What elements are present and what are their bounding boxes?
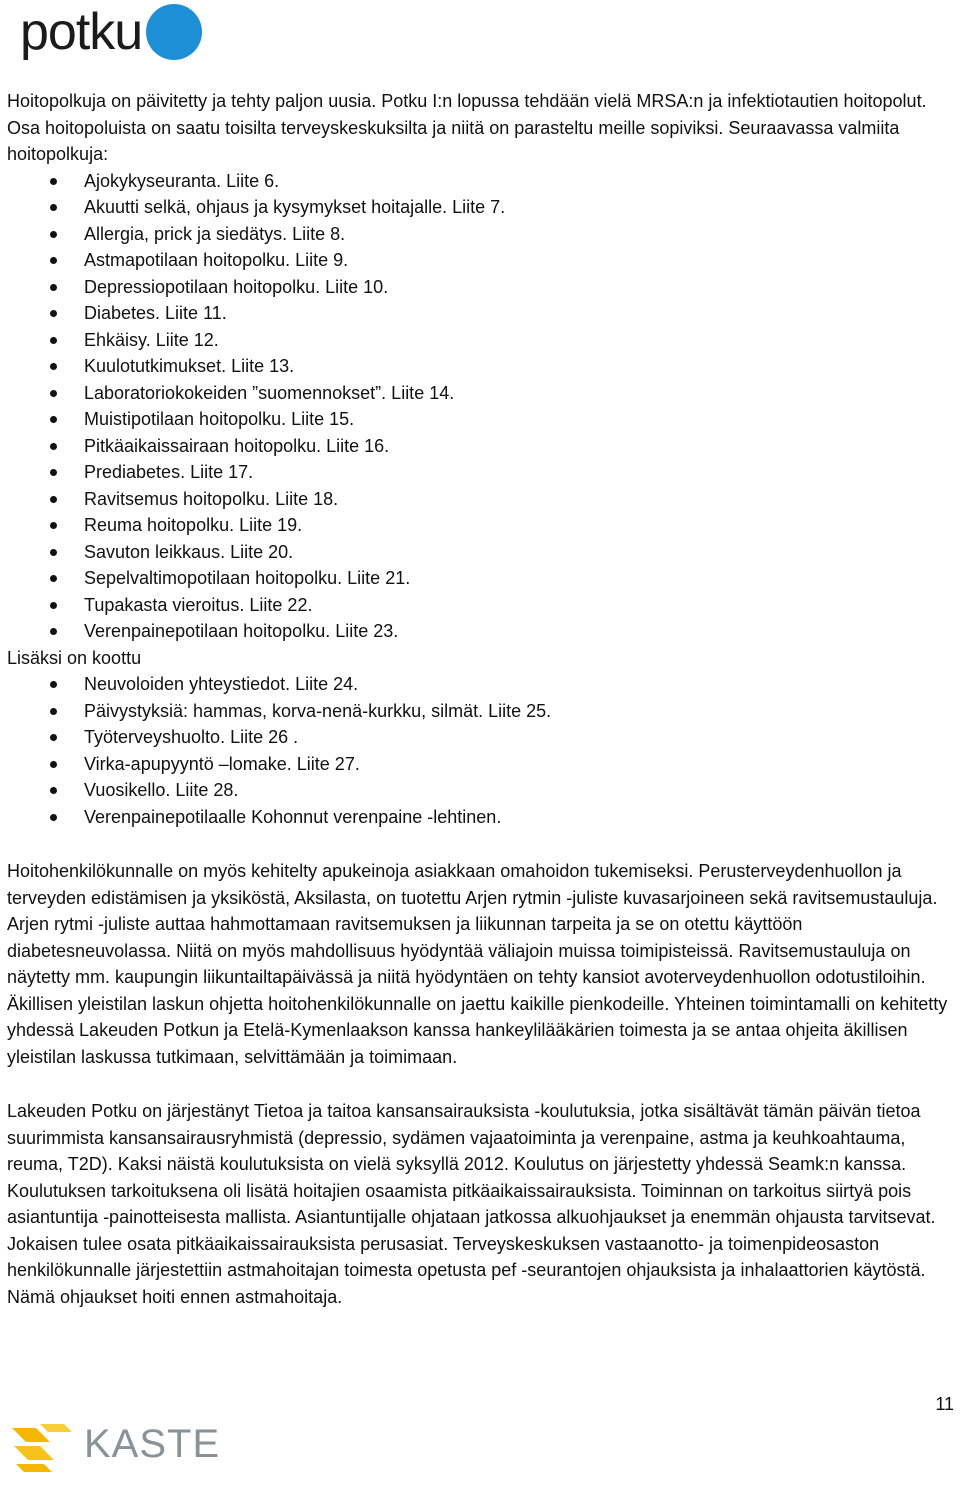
bullet-icon [50, 390, 57, 397]
bullet-icon [50, 337, 57, 344]
care-path-item-text: Verenpainepotilaan hoitopolku. Liite 23. [84, 621, 399, 641]
bullet-icon [50, 231, 57, 238]
additional-item-text: Työterveyshuolto. Liite 26 . [84, 727, 299, 747]
additional-heading: Lisäksi on koottu [7, 647, 142, 668]
additional-item-text: Päivystyksiä: hammas, korva-nenä-kurkku, silmät. Liite 25. [84, 700, 552, 721]
care-path-item-text: Ravitsemus hoitopolku. Liite 18. [84, 488, 339, 509]
document-body [7, 88, 957, 1310]
care-path-item [7, 433, 957, 460]
care-path-item-text: Pitkäaikaissairaan hoitopolku. Liite 16. [84, 435, 390, 456]
bullet-icon [50, 734, 57, 741]
bullet-icon [50, 363, 57, 370]
care-path-item [7, 459, 957, 486]
care-path-item-text: Akuutti selkä, ohjaus ja kysymykset hoitajalle. Liite 7. [84, 197, 506, 217]
additional-item-text: Neuvoloiden yhteystiedot. Liite 24. [84, 674, 359, 694]
bullet-icon [50, 204, 57, 211]
bullet-icon [50, 575, 57, 582]
care-path-item [7, 565, 957, 592]
care-path-item-text: Reuma hoitopolku. Liite 19. [84, 515, 303, 535]
care-path-item-text: Savuton leikkaus. Liite 20. [84, 541, 294, 562]
care-path-item [7, 592, 957, 619]
care-path-item [7, 406, 957, 433]
care-path-item [7, 618, 957, 645]
care-path-item [7, 486, 957, 513]
bullet-icon [50, 814, 57, 821]
care-path-item-text: Astmapotilaan hoitopolku. Liite 9. [84, 250, 349, 270]
additional-item [7, 777, 957, 804]
care-path-item-text: Prediabetes. Liite 17. [84, 462, 254, 482]
additional-item-text: Verenpainepotilaalle Kohonnut verenpaine -lehtinen. [84, 806, 502, 827]
additional-item [7, 671, 957, 698]
bullet-icon [50, 708, 57, 715]
bullet-icon [50, 310, 57, 317]
care-path-item-text: Tupakasta vieroitus. Liite 22. [84, 594, 313, 615]
bullet-icon [50, 522, 57, 529]
bullet-icon [50, 469, 57, 476]
additional-item [7, 751, 957, 778]
care-path-item [7, 168, 957, 195]
care-path-item-text: Ajokykyseuranta. Liite 6. [84, 170, 280, 191]
care-path-item [7, 274, 957, 301]
additional-item [7, 724, 957, 751]
bullet-icon [50, 284, 57, 291]
care-path-item-text: Ehkäisy. Liite 12. [84, 329, 219, 350]
care-path-item [7, 539, 957, 566]
bullet-icon [50, 628, 57, 635]
bullet-icon [50, 761, 57, 768]
care-path-item-text: Depressiopotilaan hoitopolku. Liite 10. [84, 276, 389, 297]
paragraph-omahoito: Hoitohenkilökunnalle on myös kehitelty apukeinoja asiakkaan omahoidon tukemiseksi. Perusterveydenhuollon ja terveyden edistämisen ja yksiköstä, Aksilasta, on tuotettu Arjen rytmin -juliste kuvasarjoineen sekä ravitsemustauluja. Arjen rytmi -juliste auttaa hahmottamaan ravitsemuksen ja liikunnan tarpeita ja se on otettu käyttöön diabetesneuvolassa. Niitä on myös mahdollisuus hyödyntää väliajoin muissa toimipisteissä. Ravitsemustauluja on näytetty mm. kaupungin liikuntailtapäivässä ja niitä hyödyntäen on tehty kansiot avoterveydenhuollon odotustiloihin. Äkillisen yleistilan laskun ohjetta hoitohenkilökunnalle on jaettu kaikille pienkodeille. Yhteinen toimintamalli on kehitetty yhdessä Lakeuden Potkun ja Etelä-Kymenlaakson kanssa hankeylilääkärien toimesta ja se antaa ohjeita äkillisen yleistilan laskussa tutkimaan, selvittämään ja toimimaan. [7, 861, 948, 1067]
care-path-item-text: Sepelvaltimopotilaan hoitopolku. Liite 21. [84, 568, 411, 588]
bullet-icon [50, 443, 57, 450]
care-path-item-text: Muistipotilaan hoitopolku. Liite 15. [84, 409, 355, 429]
bullet-icon [50, 602, 57, 609]
care-path-item [7, 380, 957, 407]
bullet-icon [50, 257, 57, 264]
bullet-icon [50, 681, 57, 688]
potku-logo [20, 0, 190, 66]
additional-list [7, 671, 957, 830]
care-path-item-text: Kuulotutkimukset. Liite 13. [84, 356, 295, 376]
bullet-icon [50, 178, 57, 185]
care-path-item [7, 247, 957, 274]
care-path-item [7, 512, 957, 539]
care-path-item-text: Allergia, prick ja siedätys. Liite 8. [84, 223, 346, 244]
bullet-icon [50, 787, 57, 794]
potku-logo-wordmark: potku [20, 3, 143, 61]
additional-item [7, 698, 957, 725]
kaste-logo-wordmark: KASTE [84, 1422, 221, 1466]
care-path-item-text: Laboratoriokokeiden ”suomennokset”. Liite 14. [84, 382, 455, 403]
additional-item [7, 804, 957, 831]
additional-item-text: Vuosikello. Liite 28. [84, 780, 239, 800]
spacer [7, 830, 957, 858]
bullet-icon [50, 496, 57, 503]
intro-paragraph: Hoitopolkuja on päivitetty ja tehty paljon uusia. Potku I:n lopussa tehdään vielä MRSA:n ja infektiotautien hoitopolut. Osa hoitopoluista on saatu toisilta terveyskeskuksilta ja niitä on parasteltu meille sopiviksi. Seuraavassa valmiita hoitopolkuja: [7, 91, 927, 164]
care-path-item [7, 300, 957, 327]
kaste-logo-emblem-icon [10, 1420, 76, 1474]
care-path-item [7, 327, 957, 354]
care-path-item [7, 221, 957, 248]
care-path-item [7, 353, 957, 380]
page-number: 11 [935, 1394, 954, 1414]
kaste-logo [10, 1418, 220, 1474]
potku-logo-orb-icon [146, 4, 202, 60]
bullet-icon [50, 416, 57, 423]
care-path-item [7, 194, 957, 221]
additional-item-text: Virka-apupyyntö –lomake. Liite 27. [84, 753, 360, 774]
care-path-list [7, 168, 957, 645]
paragraph-koulutus: Lakeuden Potku on järjestänyt Tietoa ja taitoa kansansairauksista -koulutuksia, jotka sisältävät tämän päivän tietoa suurimmista kansansairausryhmistä (depressio, sydämen vajaatoiminta ja verenpaine, astma ja keuhkoahtauma, reuma, T2D). Kaksi näistä koulutuksista on vielä syksyllä 2012. Koulutus on järjestetty yhdessä Seamk:n kanssa. Koulutuksen tarkoituksena oli lisätä hoitajien osaamista pitkäaikaissairauksista. Toiminnan on tarkoitus siirtyä pois asiantuntija -painotteisesta mallista. Asiantuntijalle ohjataan jatkossa alkuohjaukset ja enemmän ohjausta tarvitsevat. Jokaisen tulee osata pitkäaikaissairauksista perusasiat. Terveyskeskuksen vastaanotto- ja toimenpideosaston henkilökunnalle järjestettiin astmahoitajan toimesta opetusta pef -seurantojen ohjauksista ja inhalaattorien käytöstä. Nämä ohjaukset hoiti ennen astmahoitaja. [7, 1101, 936, 1307]
spacer [7, 1070, 957, 1098]
care-path-item-text: Diabetes. Liite 11. [84, 303, 227, 323]
bullet-icon [50, 549, 57, 556]
